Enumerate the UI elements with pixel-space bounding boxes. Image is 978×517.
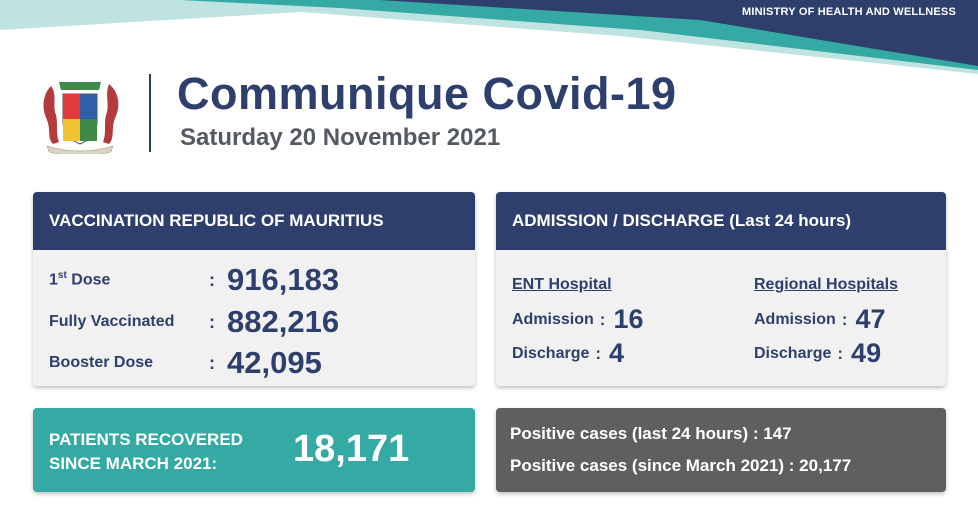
- patients-recovered-card: [33, 408, 475, 492]
- positive-since-value: 20,177: [799, 456, 852, 475]
- ent-discharge-label: Discharge: [512, 344, 590, 362]
- admission-card: [496, 192, 946, 386]
- regional-admission-label: Admission: [754, 310, 836, 328]
- admission-heading: ADMISSION / DISCHARGE (Last 24 hours): [496, 192, 946, 250]
- ent-hospital-title: ENT Hospital: [512, 276, 612, 293]
- patients-recovered-value: 18,171: [293, 428, 410, 470]
- ent-discharge-colon: :: [595, 343, 602, 363]
- regional-hospitals-title: Regional Hospitals: [754, 276, 899, 293]
- ent-admission-colon: :: [599, 309, 606, 329]
- fully-vaccinated-label: Fully Vaccinated: [49, 313, 175, 330]
- fully-vaccinated-row: [49, 304, 339, 340]
- patients-recovered-line2: SINCE MARCH 2021:: [49, 454, 218, 473]
- ent-admission-row: [512, 304, 644, 335]
- ministry-name: MINISTRY OF HEALTH AND WELLNESS: [742, 6, 956, 18]
- vaccination-card: [33, 192, 475, 386]
- booster-dose-colon: :: [209, 352, 215, 373]
- coat-of-arms-icon: [33, 72, 127, 154]
- patients-recovered-label: [49, 428, 243, 476]
- ent-admission-label: Admission: [512, 310, 594, 328]
- regional-admission-colon: :: [841, 309, 848, 329]
- booster-dose-label: Booster Dose: [49, 354, 154, 371]
- first-dose-value: 916,183: [227, 262, 340, 297]
- fully-vaccinated-value: 882,216: [227, 304, 340, 339]
- booster-dose-value: 42,095: [227, 345, 322, 380]
- page-date: Saturday 20 November 2021: [180, 124, 501, 151]
- ent-discharge-row: [512, 338, 624, 369]
- regional-discharge-value: 49: [851, 338, 882, 368]
- first-dose-colon: :: [209, 269, 215, 290]
- positive-cases-card: [496, 408, 946, 492]
- vaccination-heading: VACCINATION REPUBLIC OF MAURITIUS: [33, 192, 475, 250]
- page-title: Communique Covid-19: [177, 68, 677, 119]
- regional-admission-row: [754, 304, 886, 335]
- header-divider: [149, 74, 151, 152]
- booster-dose-row: [49, 345, 322, 381]
- positive-since-row: [510, 456, 851, 476]
- first-dose-row: [49, 262, 339, 298]
- ent-admission-value: 16: [613, 304, 644, 334]
- positive-last24-label: Positive cases (last 24 hours) :: [510, 424, 759, 443]
- regional-discharge-label: Discharge: [754, 344, 832, 362]
- patients-recovered-line1: PATIENTS RECOVERED: [49, 430, 243, 449]
- regional-discharge-row: [754, 338, 881, 369]
- positive-last24-row: [510, 424, 792, 444]
- ent-discharge-value: 4: [609, 338, 625, 368]
- positive-since-label: Positive cases (since March 2021) :: [510, 456, 795, 475]
- first-dose-label: 1st Dose: [49, 270, 111, 289]
- fully-vaccinated-colon: :: [209, 311, 215, 332]
- regional-discharge-colon: :: [837, 343, 844, 363]
- regional-admission-value: 47: [855, 304, 886, 334]
- positive-last24-value: 147: [763, 424, 792, 443]
